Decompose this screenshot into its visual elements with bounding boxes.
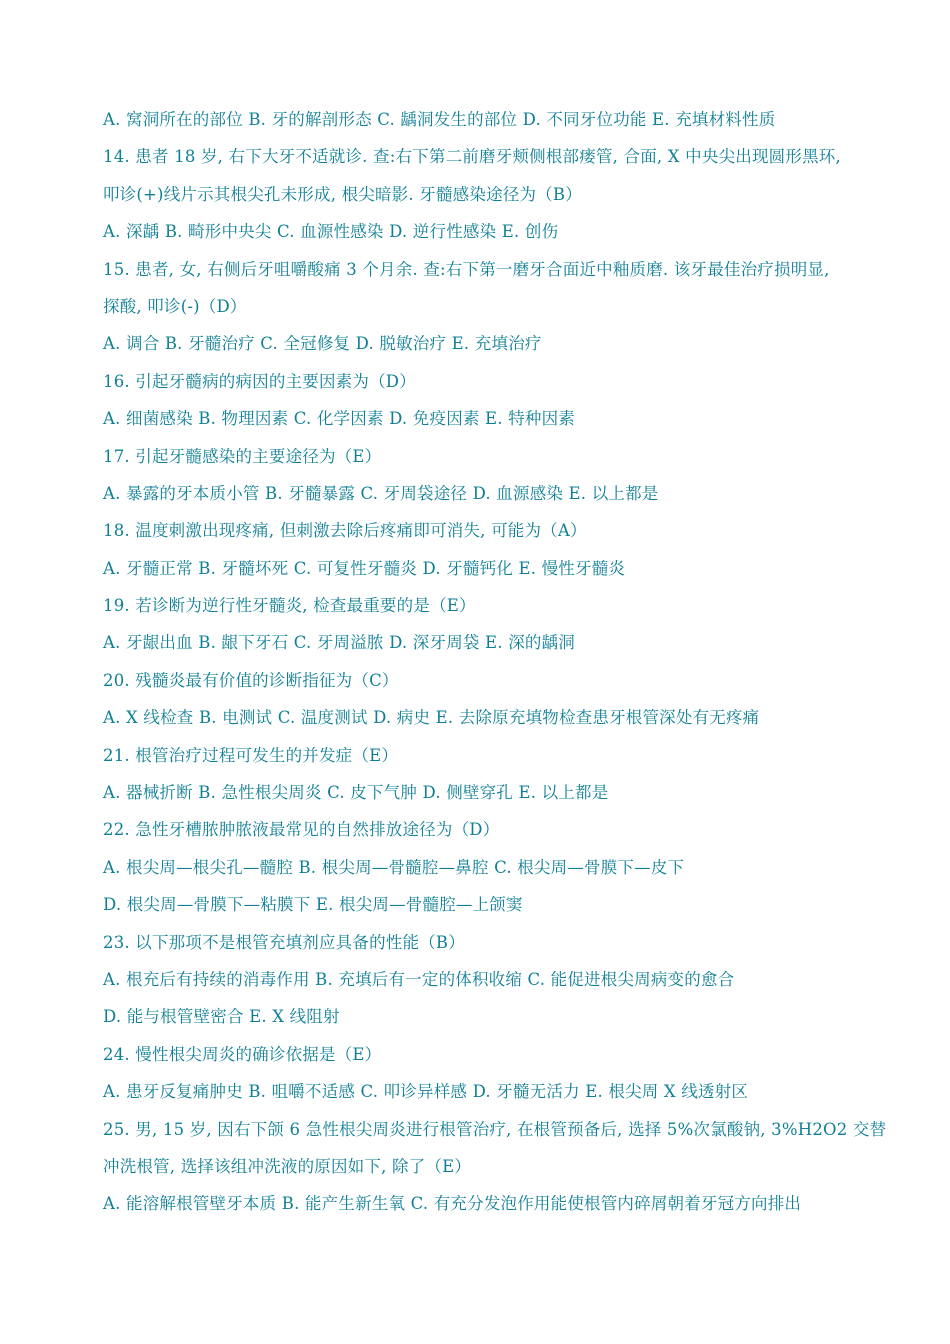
text-line: 17. 引起牙髓感染的主要途径为（E） — [103, 446, 382, 466]
text-line: 16. 引起牙髓病的病因的主要因素为（D） — [103, 371, 416, 391]
text-line: 22. 急性牙槽脓肿脓液最常见的自然排放途径为（D） — [103, 820, 500, 840]
text-line: 20. 残髓炎最有价值的诊断指征为（C） — [103, 670, 399, 690]
text-line: A. 细菌感染 B. 物理因素 C. 化学因素 D. 免疫因素 E. 特种因素 — [103, 409, 575, 429]
text-line: 18. 温度刺激出现疼痛, 但刺激去除后疼痛即可消失, 可能为（A） — [103, 521, 587, 541]
text-line: A. 暴露的牙本质小管 B. 牙髓暴露 C. 牙周袋途径 D. 血源感染 E. 以上都是 — [103, 483, 659, 503]
text-line: 15. 患者, 女, 右侧后牙咀嚼酸痛 3 个月余. 查:右下第一磨牙合面近中釉质磨. 该牙最佳治疗损明显, — [103, 259, 830, 279]
document-page — [103, 101, 903, 1223]
text-line: A. 能溶解根管壁牙本质 B. 能产生新生氧 C. 有充分发泡作用能使根管内碎屑朝着牙冠方向排出 — [103, 1194, 802, 1214]
text-line: 25. 男, 15 岁, 因右下颌 6 急性根尖周炎进行根管治疗, 在根管预备后, 选择 5%次氯酸钠, 3%H2O2 交替 — [103, 1119, 887, 1139]
text-line: D. 能与根管壁密合 E. X 线阻射 — [103, 1007, 340, 1027]
text-line: A. 牙髓正常 B. 牙髓坏死 C. 可复性牙髓炎 D. 牙髓钙化 E. 慢性牙髓炎 — [103, 558, 626, 578]
text-line: D. 根尖周—骨膜下—粘膜下 E. 根尖周—骨髓腔—上颌窦 — [103, 895, 523, 915]
text-line: 19. 若诊断为逆行性牙髓炎, 检查最重要的是（E） — [103, 596, 476, 616]
text-line: A. 根充后有持续的消毒作用 B. 充填后有一定的体积收缩 C. 能促进根尖周病变的愈合 — [103, 969, 735, 989]
text-line: A. 窝洞所在的部位 B. 牙的解剖形态 C. 龋洞发生的部位 D. 不同牙位功能 E. 充填材料性质 — [103, 110, 776, 129]
text-line: 冲洗根管, 选择该组冲洗液的原因如下, 除了（E） — [103, 1156, 472, 1176]
text-line: 探酸, 叩诊(-)（D） — [103, 296, 247, 316]
text-line: 叩诊(+)线片示其根尖孔未形成, 根尖暗影. 牙髓感染途径为（B） — [103, 184, 582, 204]
text-line: 24. 慢性根尖周炎的确诊依据是（E） — [103, 1044, 382, 1064]
text-line: A. 患牙反复痛肿史 B. 咀嚼不适感 C. 叩诊异样感 D. 牙髓无活力 E. 根尖周 X 线透射区 — [103, 1082, 749, 1102]
text-line: A. 牙龈出血 B. 龈下牙石 C. 牙周溢脓 D. 深牙周袋 E. 深的龋洞 — [103, 633, 575, 653]
text-line: 21. 根管治疗过程可发生的并发症（E） — [103, 745, 399, 765]
text-line: A. 根尖周—根尖孔—髓腔 B. 根尖周—骨髓腔—鼻腔 C. 根尖周—骨膜下—皮下 — [103, 857, 685, 877]
text-line: A. 调合 B. 牙髓治疗 C. 全冠修复 D. 脱敏治疗 E. 充填治疗 — [103, 334, 542, 354]
text-line: A. 器械折断 B. 急性根尖周炎 C. 皮下气肿 D. 侧壁穿孔 E. 以上都是 — [103, 783, 609, 803]
text-line: A. X 线检查 B. 电测试 C. 温度测试 D. 病史 E. 去除原充填物检查患牙根管深处有无疼痛 — [103, 708, 760, 728]
text-line: A. 深龋 B. 畸形中央尖 C. 血源性感染 D. 逆行性感染 E. 创伤 — [103, 222, 559, 242]
text-line: 14. 患者 18 岁, 右下大牙不适就诊. 查:右下第二前磨牙颊侧根部瘘管, 合面, X 中央尖出现圆形黑环, — [103, 147, 841, 167]
text-line: 23. 以下那项不是根管充填剂应具备的性能（B） — [103, 932, 465, 952]
